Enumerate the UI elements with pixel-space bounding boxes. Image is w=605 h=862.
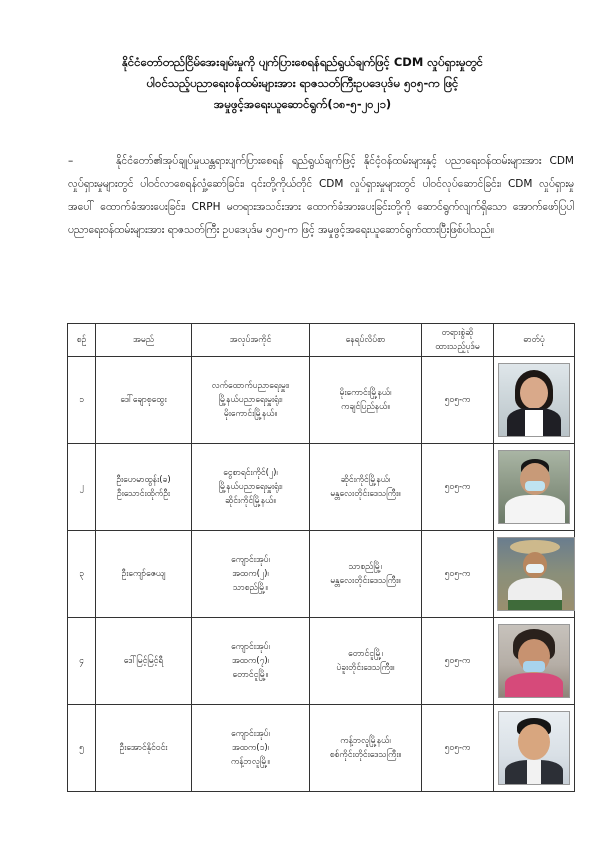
- document-title: [40, 52, 565, 115]
- title-line-3: အမှုဖွင့်အရေးယူဆောင်ရွက်(၁၈-၅-၂၀၂၁): [213, 97, 392, 111]
- row-section: ၅၀၅-က: [422, 705, 494, 792]
- row-job-line-1: ကျောင်းအုပ်၊: [231, 729, 270, 739]
- row-name: [96, 705, 192, 792]
- row-address-line-1: တောင်ငူမြို့၊: [348, 649, 383, 659]
- row-photo-cell: [494, 531, 575, 618]
- row-job: [192, 705, 310, 792]
- row-job: [192, 618, 310, 705]
- table-header-row: [68, 324, 575, 357]
- row-photo-cell: [494, 357, 575, 444]
- row-name: [96, 444, 192, 531]
- row-photo-cell: [494, 705, 575, 792]
- header-no: စဉ်: [68, 324, 96, 357]
- row-address-line-1: ဆိုင်းကိုင်မြို့နယ်၊: [340, 475, 391, 485]
- row-address-line-2: မန္တလေးတိုင်းဒေသကြီး။: [330, 489, 401, 499]
- row-address-line-2: ပဲခူးတိုင်းဒေသကြီး။: [336, 663, 395, 673]
- title-line-1: နိုင်ငံတော်တည်ငြိမ်အေးချမ်းမှုကို ပျက်ပြားစေရန်ရည်ရွယ်ချက်ဖြင့် CDM လှုပ်ရှားမှုတွင်: [121, 55, 484, 69]
- row-job: [192, 444, 310, 531]
- header-address: နေရပ်လိပ်စာ: [310, 324, 422, 357]
- row-section: ၅၀၅-က: [422, 444, 494, 531]
- row-name: [96, 357, 192, 444]
- row-name-line-1: ဒေါ်ချောစုထွေး: [120, 395, 167, 405]
- row-address-line-1: သာစည်မြို့၊: [348, 562, 383, 572]
- row-job-line-2: မြို့နယ်ပညာရေးမှူးရုံး၊: [218, 395, 283, 405]
- row-job-line-2: အထက(၁)၊: [231, 743, 270, 753]
- paragraph-dash: –: [68, 155, 74, 167]
- row-address: [310, 531, 422, 618]
- person-photo: [498, 363, 570, 437]
- body-paragraph: [68, 150, 574, 242]
- row-job-line-2: အထက(၇)၊: [231, 656, 270, 666]
- row-address-line-2: စစ်ကိုင်းတိုင်းဒေသကြီး။: [329, 750, 402, 760]
- suspects-table: [67, 323, 575, 792]
- table-row: [68, 618, 575, 705]
- person-photo: [497, 537, 575, 611]
- header-photo: ဓာတ်ပုံ: [494, 324, 575, 357]
- row-job-line-1: ကျောင်းအုပ်၊: [231, 642, 270, 652]
- row-no: ၃: [68, 531, 96, 618]
- table-row: [68, 531, 575, 618]
- row-photo-cell: [494, 618, 575, 705]
- row-section: ၅၀၅-က: [422, 618, 494, 705]
- row-name-line-1: ဦးအောင်နိုင်ဝင်း: [119, 743, 168, 753]
- title-line-2: ပါဝင်သည့်ပညာရေးဝန်ထမ်းများအား ရာဇသတ်ကြီးဥပဒေပုဒ်မ ၅၀၅-က ဖြင့်: [146, 76, 459, 90]
- row-photo-cell: [494, 444, 575, 531]
- row-job-line-3: ဆိုင်းကိုင်မြို့နယ်။: [225, 496, 276, 506]
- row-name: [96, 531, 192, 618]
- header-section: [422, 324, 494, 357]
- table-row: [68, 444, 575, 531]
- header-section-line-1: တရားစွဲဆို: [441, 328, 474, 338]
- row-job-line-3: ကန့်ဘလူမြို့။: [230, 757, 271, 767]
- row-job-line-1: ငွေစာရင်းကိုင်(၂)၊: [223, 468, 278, 478]
- row-address: [310, 444, 422, 531]
- row-address: [310, 618, 422, 705]
- person-photo: [498, 624, 570, 698]
- row-name: [96, 618, 192, 705]
- paragraph-text: နိုင်ငံတော်၏အုပ်ချုပ်မှုယန္တရားပျက်ပြားစေရန် ရည်ရွယ်ချက်ဖြင့် နိုင်ငံ့ဝန်ထမ်းများနှင့် ပညာရေးဝန်ထမ်းများအား CDM လှုပ်ရှားမှုများတွင် ပါဝင်လာစေရန်လှုံ့ဆော်ခြင်း၊ ၎င်းတို့ကိုယ်တိုင် CDM လှုပ်ရှားမှုများတွင် ပါဝင်လုပ်ဆောင်ခြင်း၊ CDM လှုပ်ရှားမှုအပေါ် ထောက်ခံအားပေးခြင်း၊ CRPH မတရားအသင်းအား ထောက်ခံအားပေးခြင်းတို့ကို ဆောင်ရွက်လျက်ရှိသော အောက်ဖော်ပြပါ ပညာရေးဝန်ထမ်းများအား ရာဇသတ်ကြီး ဥပဒေပုဒ်မ ၅၀၅-က ဖြင့် အမှုဖွင့်အရေးယူဆောင်ရွက်ထားပြီးဖြစ်ပါသည်။: [68, 155, 574, 236]
- row-job-line-1: လက်ထောက်ပညာရေးမှူး၊: [211, 381, 290, 391]
- row-job-line-2: အထက(၂)၊: [232, 569, 269, 579]
- row-name-line-1: ဒေါ်မြင့်မြင့်ရီ: [123, 656, 164, 666]
- row-name-line-1: ဦးကျော်ဇေယျ: [121, 569, 166, 579]
- row-address: [310, 705, 422, 792]
- row-no: ၅: [68, 705, 96, 792]
- row-address-line-1: ကန့်ဘလူမြို့နယ်၊: [340, 736, 391, 746]
- row-name-line-1: ဦးဟေမာထွန်း(ခ): [116, 475, 171, 485]
- row-section: ၅၀၅-က: [422, 531, 494, 618]
- row-job-line-3: တောင်ငူမြို့။: [232, 670, 269, 680]
- row-no: ၂: [68, 444, 96, 531]
- row-name-line-2: ဦးသောင်းထိုက်ဦး: [116, 489, 171, 499]
- row-job: [192, 531, 310, 618]
- row-address-line-2: မန္တလေးတိုင်းဒေသကြီး။: [330, 576, 401, 586]
- row-section: ၅၀၅-က: [422, 357, 494, 444]
- row-job-line-3: သာစည်မြို့။: [233, 583, 268, 593]
- row-job: [192, 357, 310, 444]
- row-job-line-3: မိုးကောင်းမြို့နယ်။: [223, 409, 278, 419]
- row-no: ၁: [68, 357, 96, 444]
- row-job-line-1: ကျောင်းအုပ်၊: [231, 555, 270, 565]
- row-no: ၄: [68, 618, 96, 705]
- person-photo: [498, 711, 570, 785]
- row-address-line-2: ကချင်ပြည်နယ်။: [341, 402, 390, 412]
- row-job-line-2: မြို့နယ်ပညာရေးမှူးရုံး၊: [218, 482, 283, 492]
- table-row: [68, 357, 575, 444]
- header-job: အလုပ်အကိုင်: [192, 324, 310, 357]
- person-photo: [498, 450, 570, 524]
- header-section-line-2: ထားသည့်ပုဒ်မ: [435, 342, 480, 352]
- row-address-line-1: မိုးကောင်းမြို့နယ်၊: [339, 388, 392, 398]
- row-address: [310, 357, 422, 444]
- table-row: [68, 705, 575, 792]
- header-name: အမည်: [96, 324, 192, 357]
